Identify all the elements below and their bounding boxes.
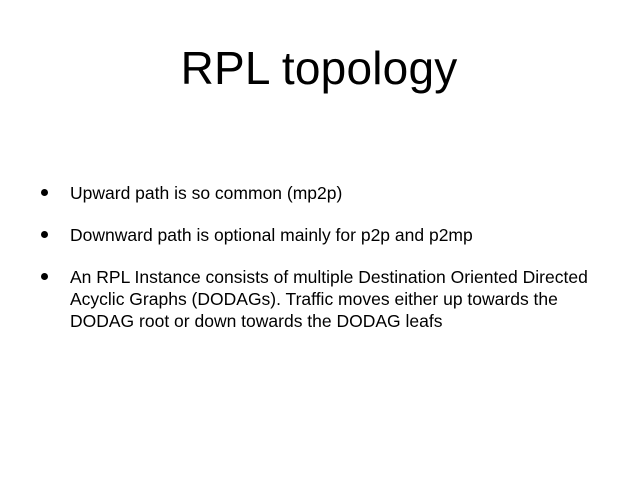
bullet-item	[40, 182, 600, 204]
slide-title: RPL topology	[180, 42, 458, 94]
bullet-item	[40, 266, 600, 332]
bullet-item	[40, 224, 600, 246]
bullet-text: Downward path is optional mainly for p2p and p2mp	[70, 225, 473, 245]
bullet-text: Upward path is so common (mp2p)	[70, 183, 343, 203]
bullet-dot-icon	[41, 189, 48, 196]
bullet-list	[40, 182, 600, 352]
bullet-dot-icon	[41, 273, 48, 280]
bullet-text: An RPL Instance consists of multiple Destination Oriented Directed Acyclic Graphs (DODAGs). Traffic moves either up towards the DODAG root or down towards the DODAG leafs	[70, 267, 588, 331]
bullet-dot-icon	[41, 231, 48, 238]
